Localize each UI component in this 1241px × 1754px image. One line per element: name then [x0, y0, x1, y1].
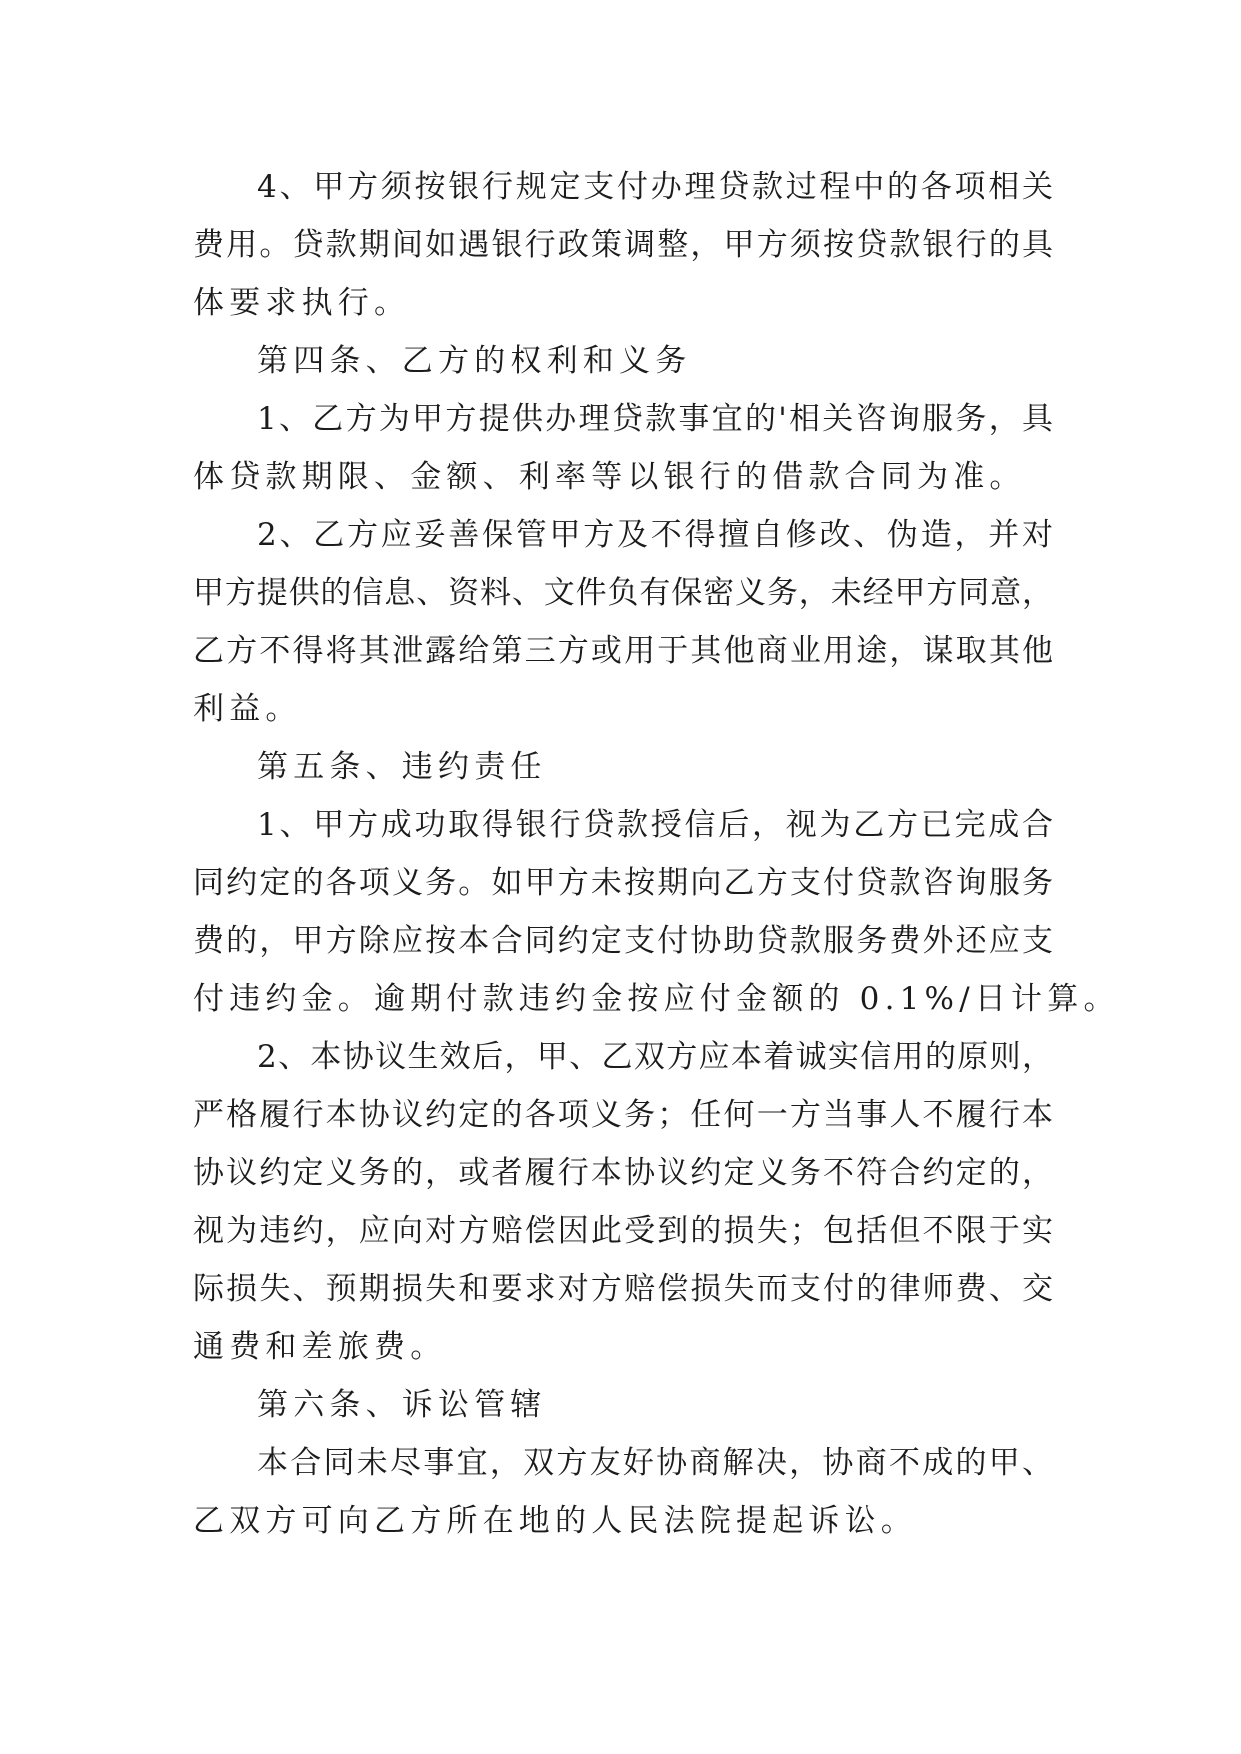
paragraph-line: 4、甲方须按银行规定支付办理贷款过程中的各项相关 — [257, 169, 1053, 205]
paragraph-line: 体贷款期限、金额、利率等以银行的借款合同为准。 — [193, 459, 1026, 495]
paragraph-line: 甲方提供的信息、资料、文件负有保密义务，未经甲方同意， — [193, 575, 1053, 611]
paragraph-line: 付违约金。逾期付款违约金按应付金额的 0.1%/日计算。 — [193, 981, 1120, 1017]
paragraph-line: 2、乙方应妥善保管甲方及不得擅自修改、伪造，并对 — [257, 517, 1053, 553]
paragraph-line: 乙方不得将其泄露给第三方或用于其他商业用途，谋取其他 — [193, 633, 1053, 669]
paragraph-line: 2、本协议生效后，甲、乙双方应本着诚实信用的原则， — [257, 1039, 1053, 1075]
paragraph-line: 1、乙方为甲方提供办理贷款事宜的'相关咨询服务，具 — [257, 401, 1053, 437]
paragraph-line: 利益。 — [193, 691, 302, 727]
paragraph-line: 同约定的各项义务。如甲方未按期向乙方支付贷款咨询服务 — [193, 865, 1053, 901]
paragraph-line: 乙双方可向乙方所在地的人民法院提起诉讼。 — [193, 1503, 917, 1539]
paragraph-line: 严格履行本协议约定的各项义务；任何一方当事人不履行本 — [193, 1097, 1053, 1133]
paragraph-line: 1、甲方成功取得银行贷款授信后，视为乙方已完成合 — [257, 807, 1053, 843]
section-heading: 第六条、诉讼管辖 — [257, 1387, 547, 1423]
document-body — [193, 158, 1120, 1550]
paragraph-line: 通费和差旅费。 — [193, 1329, 447, 1365]
section-heading: 第五条、违约责任 — [257, 749, 547, 785]
paragraph-line: 体要求执行。 — [193, 285, 411, 321]
paragraph-line: 本合同未尽事宜，双方友好协商解决，协商不成的甲、 — [257, 1445, 1053, 1481]
paragraph-line: 视为违约，应向对方赔偿因此受到的损失；包括但不限于实 — [193, 1213, 1053, 1249]
paragraph-line: 协议约定义务的，或者履行本协议约定义务不符合约定的， — [193, 1155, 1053, 1191]
paragraph-line: 费的，甲方除应按本合同约定支付协助贷款服务费外还应支 — [193, 923, 1053, 959]
paragraph-line: 际损失、预期损失和要求对方赔偿损失而支付的律师费、交 — [193, 1271, 1053, 1307]
section-heading: 第四条、乙方的权利和义务 — [257, 343, 692, 379]
paragraph-line: 费用。贷款期间如遇银行政策调整，甲方须按贷款银行的具 — [193, 227, 1053, 263]
